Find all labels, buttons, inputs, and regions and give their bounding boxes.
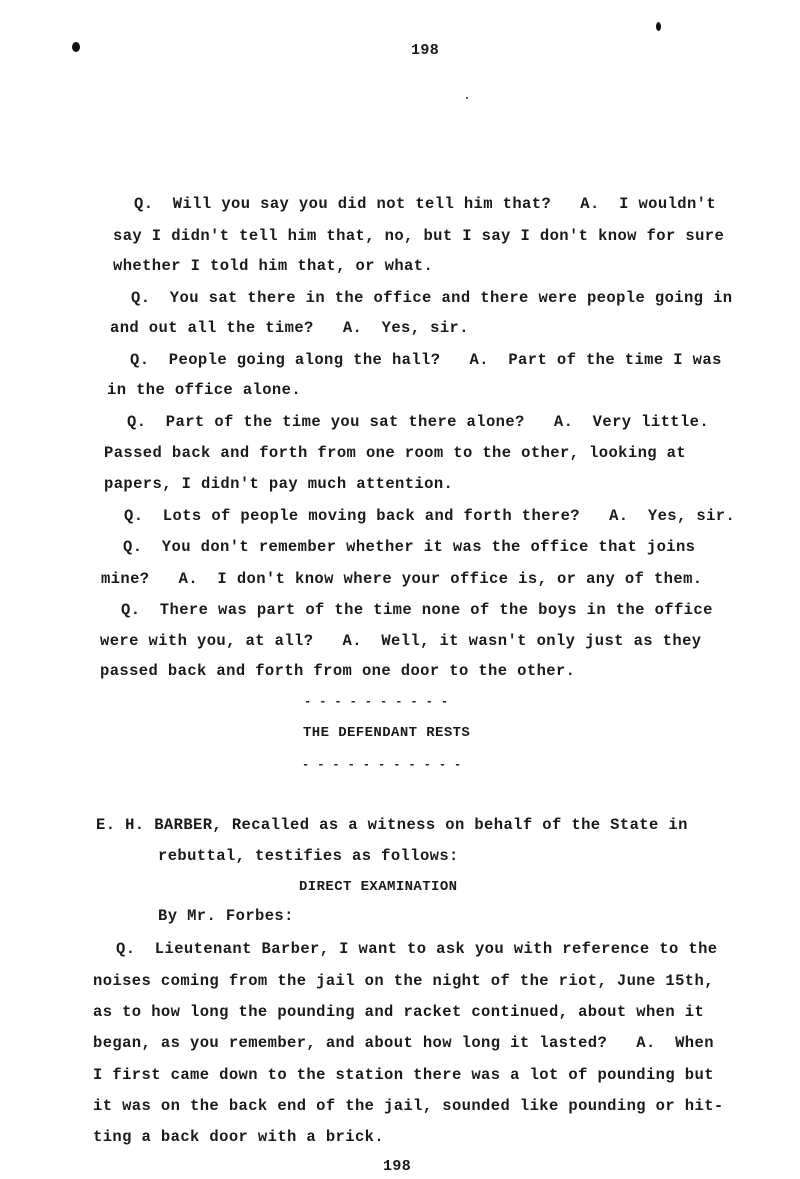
transcript-line: Q. Lots of people moving back and forth there? A. Yes, sir. [124, 507, 736, 525]
transcript-line: Q. There was part of the time none of the boys in the office [121, 601, 713, 619]
testimony-line: Q. Lieutenant Barber, I want to ask you with reference to the [116, 940, 718, 958]
section-rule-top: - - - - - - - - - - [304, 695, 449, 709]
transcript-line: passed back and forth from one door to the other. [100, 662, 576, 680]
transcript-line: in the office alone. [107, 381, 302, 399]
ink-blot-mark [656, 22, 661, 31]
transcript-line: say I didn't tell him that, no, but I say I don't know for sure [113, 227, 725, 245]
section-heading: THE DEFENDANT RESTS [303, 725, 471, 741]
witness-intro-line: rebuttal, testifies as follows: [158, 847, 459, 865]
testimony-line: as to how long the pounding and racket continued, about when it [93, 1003, 705, 1021]
transcript-line: mine? A. I don't know where your office is, or any of them. [101, 570, 703, 588]
page-number-top: 198 [411, 42, 440, 59]
section-rule-bottom: - - - - - - - - - - - [302, 758, 462, 772]
transcript-line: Q. People going along the hall? A. Part of the time I was [130, 351, 722, 369]
binder-hole-mark [72, 42, 80, 52]
testimony-line: began, as you remember, and about how long it lasted? A. When [93, 1034, 714, 1052]
transcript-line: Q. You sat there in the office and there were people going in [131, 289, 733, 307]
transcript-line: Q. Part of the time you sat there alone? A. Very little. [127, 413, 710, 431]
page-number-bottom: 198 [383, 1158, 412, 1175]
testimony-line: ting a back door with a brick. [93, 1128, 385, 1146]
witness-intro-line: E. H. BARBER, Recalled as a witness on behalf of the State in [96, 816, 688, 834]
testimony-line: it was on the back end of the jail, sounded like pounding or hit- [93, 1097, 724, 1115]
transcript-line: papers, I didn't pay much attention. [104, 475, 454, 493]
transcript-line: Q. You don't remember whether it was the office that joins [123, 538, 696, 556]
testimony-line: I first came down to the station there was a lot of pounding but [93, 1066, 714, 1084]
testimony-line: noises coming from the jail on the night of the riot, June 15th, [93, 972, 714, 990]
examiner-line: By Mr. Forbes: [158, 907, 294, 925]
scan-speck [466, 97, 468, 99]
transcript-line: Q. Will you say you did not tell him that? A. I wouldn't [134, 195, 717, 213]
transcript-line: whether I told him that, or what. [113, 257, 434, 275]
transcript-line: Passed back and forth from one room to the other, looking at [104, 444, 687, 462]
examination-heading: DIRECT EXAMINATION [299, 879, 458, 895]
transcript-line: were with you, at all? A. Well, it wasn't only just as they [100, 632, 702, 650]
transcript-line: and out all the time? A. Yes, sir. [110, 319, 469, 337]
